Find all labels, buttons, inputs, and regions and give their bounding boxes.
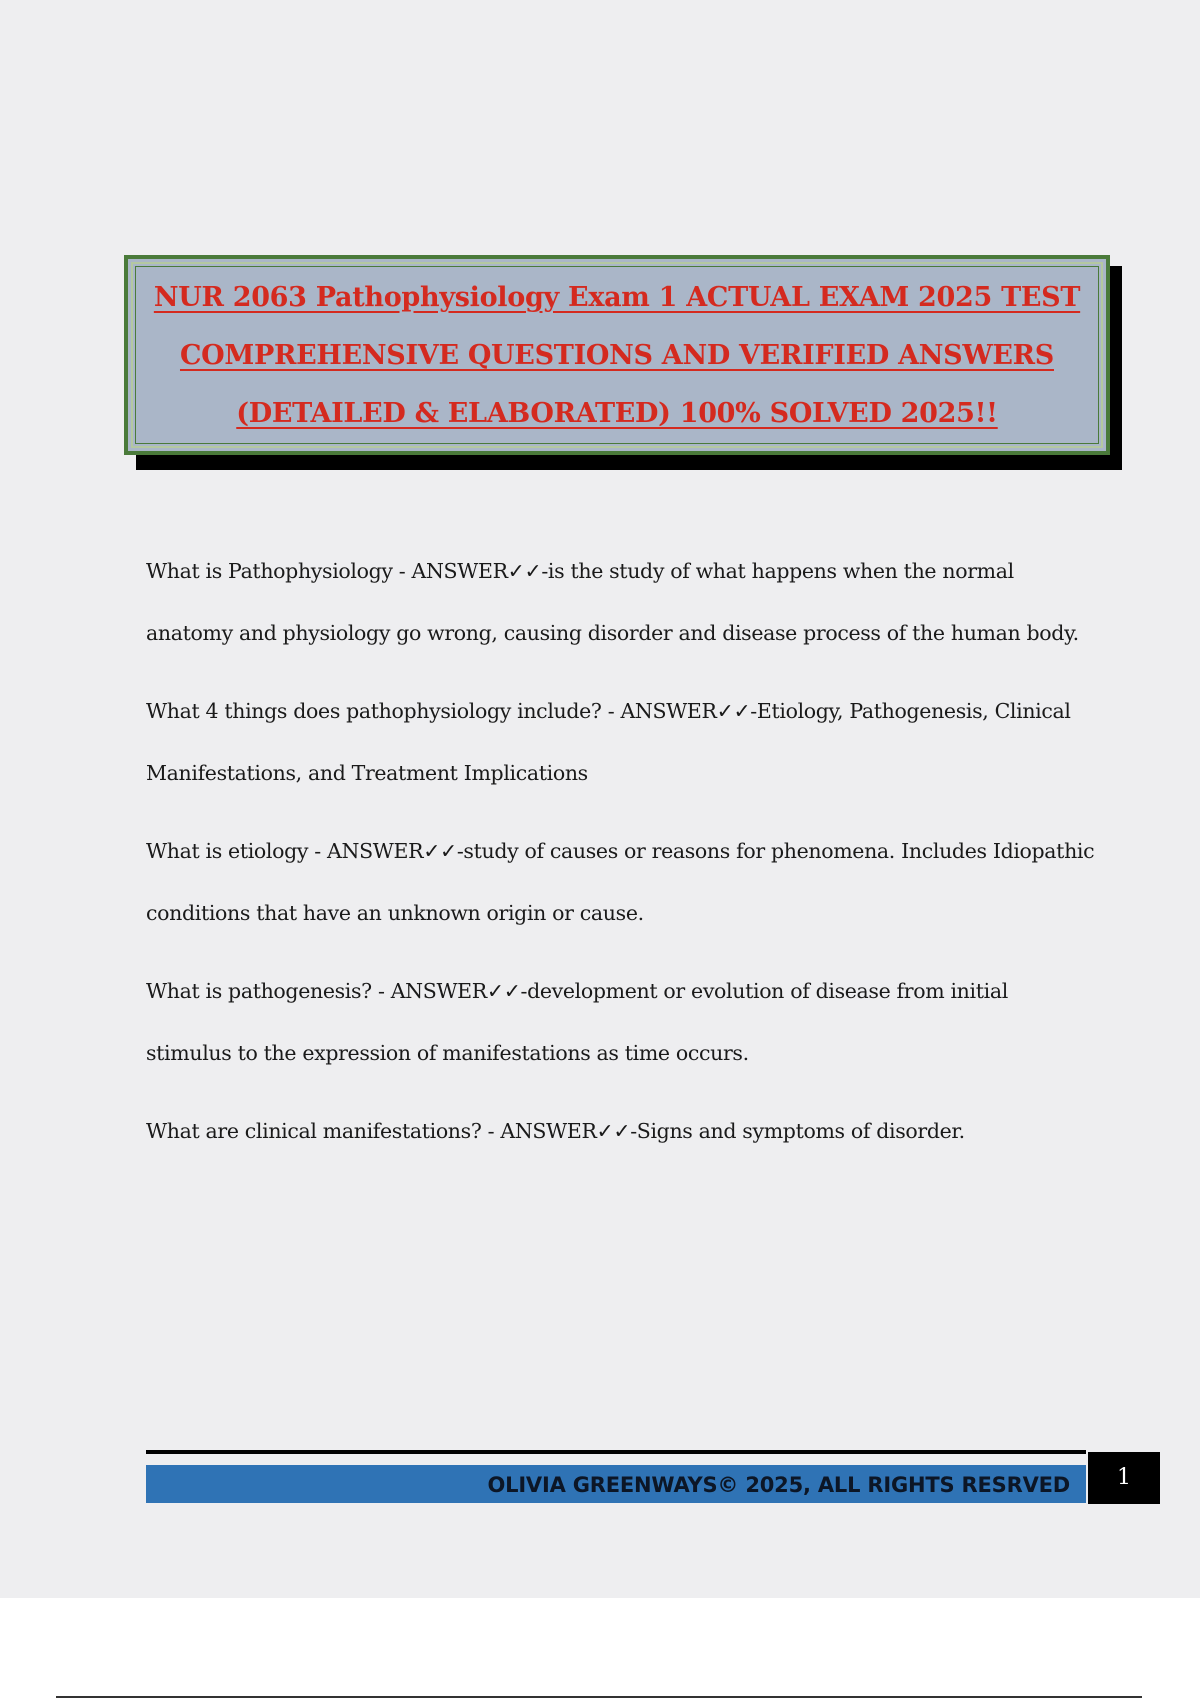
double-check-icon: ✓✓	[596, 1119, 631, 1143]
double-check-icon: ✓✓	[716, 699, 751, 723]
qa-question: What are clinical manifestations? - ANSWER	[146, 1119, 597, 1143]
footer-copyright: OLIVIA GREENWAYS© 2025, ALL RIGHTS RESRVED	[487, 1473, 1070, 1497]
double-check-icon: ✓✓	[423, 839, 457, 863]
qa-question: What is pathogenesis? - ANSWER	[146, 979, 487, 1003]
page-number: 1	[1088, 1452, 1160, 1504]
double-check-icon: ✓✓	[507, 559, 542, 583]
page-divider	[56, 1696, 1142, 1698]
qa-answer: -is the study of what happens when the normal anatomy and physiology go wrong, causing disorder and disease process of the human body.	[146, 559, 1079, 645]
qa-item	[146, 1100, 1096, 1162]
document-title: NUR 2063 Pathophysiology Exam 1 ACTUAL EXAM 2025 TEST COMPREHENSIVE QUESTIONS AND VERIFIED ANSWERS (DETAILED & ELABORATED) 100% SOLVED 2025!!	[153, 282, 1081, 429]
footer-band	[146, 1465, 1086, 1503]
qa-item	[146, 540, 1096, 664]
footer-rule	[146, 1450, 1086, 1454]
title-box	[124, 255, 1110, 455]
qa-item	[146, 680, 1096, 804]
qa-item	[146, 820, 1096, 944]
qa-question: What is Pathophysiology - ANSWER	[146, 559, 508, 583]
qa-question: What is etiology - ANSWER	[146, 839, 424, 863]
qa-list	[146, 540, 1096, 1178]
qa-answer: -study of causes or reasons for phenomena. Includes Idiopathic conditions that have an unknown origin or cause.	[146, 839, 1095, 925]
double-check-icon: ✓✓	[486, 979, 521, 1003]
qa-answer: -development or evolution of disease from initial stimulus to the expression of manifestations as time occurs.	[146, 979, 1008, 1065]
qa-answer: -Etiology, Pathogenesis, Clinical Manifestations, and Treatment Implications	[146, 699, 1071, 785]
qa-answer: -Signs and symptoms of disorder.	[630, 1119, 965, 1143]
qa-question: What 4 things does pathophysiology include? - ANSWER	[146, 699, 717, 723]
qa-item	[146, 960, 1096, 1084]
